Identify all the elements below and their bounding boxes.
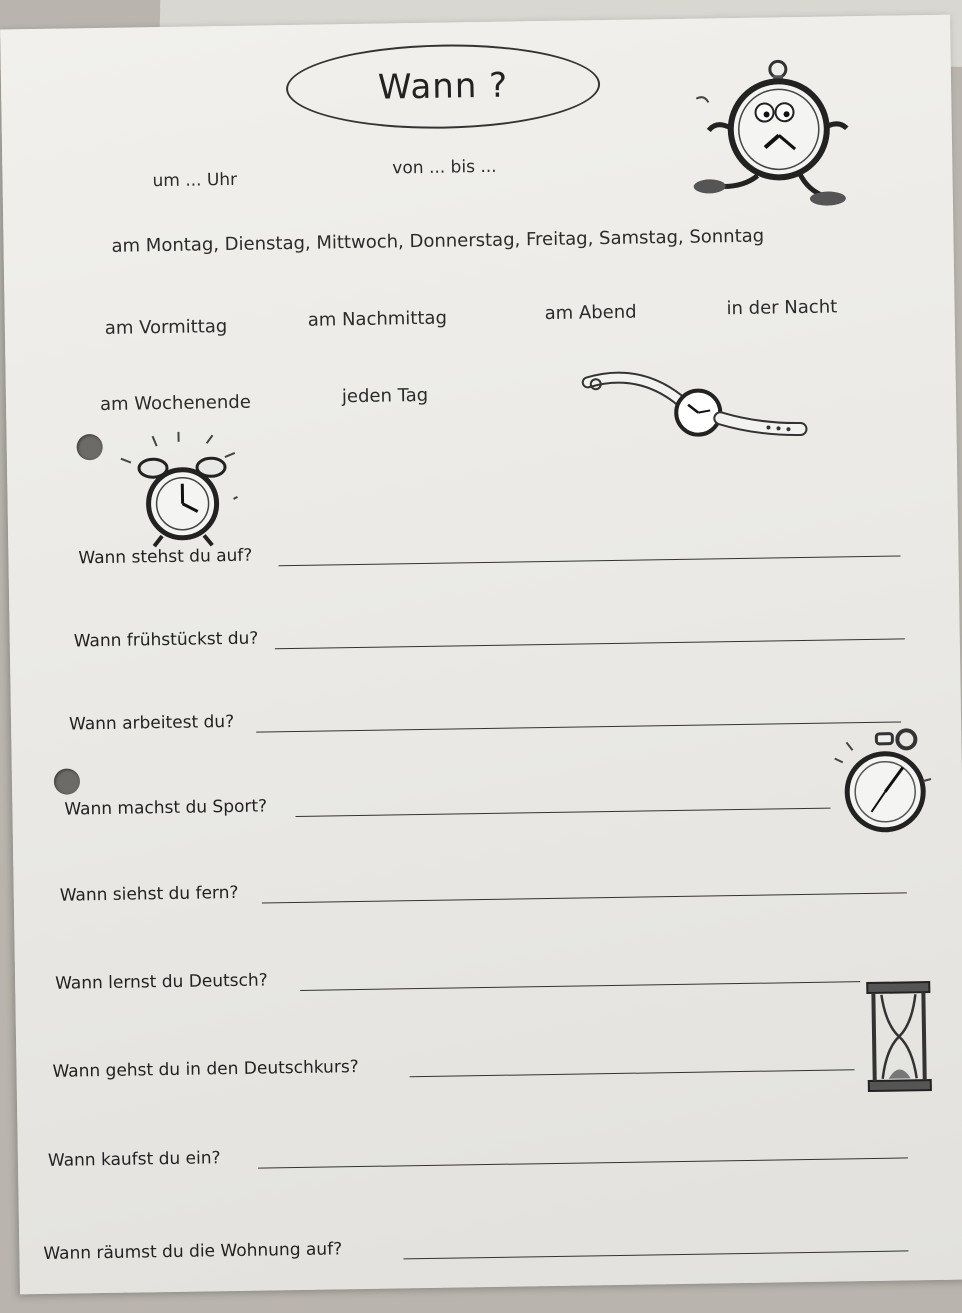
answer-line-5[interactable]: [262, 892, 907, 903]
question-5-label: Wann siehst du fern?: [59, 882, 239, 906]
worksheet-paper: [0, 15, 962, 1295]
phrase-weekdays: am Montag, Dienstag, Mittwoch, Donnerstag, Freitag, Samstag, Sonntag: [111, 225, 765, 257]
answer-line-1[interactable]: [279, 555, 901, 566]
punch-hole-bottom: [54, 768, 80, 794]
running-clock-icon: [686, 56, 863, 209]
title-oval: [285, 42, 600, 131]
page-title: Wann ?: [377, 65, 509, 108]
wristwatch-icon: [578, 367, 809, 451]
phrase-abend: am Abend: [544, 301, 637, 325]
question-2-label: Wann frühstückst du?: [73, 628, 259, 652]
answer-line-2[interactable]: [275, 638, 905, 649]
answer-line-4[interactable]: [296, 808, 831, 817]
punch-hole-top: [76, 434, 102, 460]
question-6-label: Wann lernst du Deutsch?: [54, 970, 268, 994]
question-1-label: Wann stehst du auf?: [78, 545, 253, 569]
answer-line-3[interactable]: [256, 721, 901, 732]
phrase-von-bis: von ... bis ...: [392, 156, 497, 179]
phrase-um-uhr: um ... Uhr: [152, 169, 238, 192]
phrase-wochenende: am Wochenende: [99, 391, 251, 416]
question-3-label: Wann arbeitest du?: [68, 711, 235, 735]
question-9-label: Wann räumst du die Wohnung auf?: [43, 1239, 343, 1265]
phrase-nachmittag: am Nachmittag: [307, 307, 448, 331]
answer-line-6[interactable]: [300, 981, 860, 991]
stopwatch-icon: [826, 727, 938, 839]
alarm-clock-icon: [116, 431, 248, 553]
question-4-label: Wann machst du Sport?: [64, 796, 268, 820]
hourglass-icon: [863, 980, 935, 1096]
question-7-label: Wann gehst du in den Deutschkurs?: [52, 1057, 359, 1082]
answer-line-9[interactable]: [403, 1250, 908, 1259]
phrase-vormittag: am Vormittag: [104, 316, 228, 339]
answer-line-8[interactable]: [258, 1157, 908, 1168]
question-8-label: Wann kaufst du ein?: [47, 1148, 221, 1171]
phrase-nacht: in der Nacht: [726, 296, 838, 320]
phrase-jeden-tag: jeden Tag: [341, 384, 429, 408]
answer-line-7[interactable]: [410, 1069, 855, 1077]
